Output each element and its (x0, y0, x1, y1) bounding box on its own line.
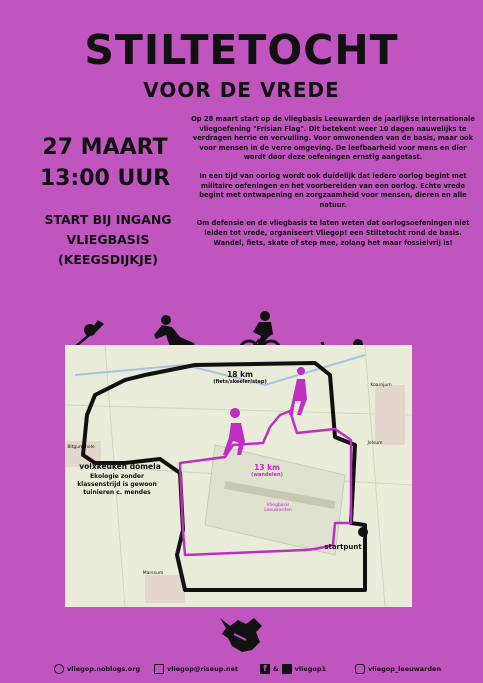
place-bitgummole: Bitgummole (67, 445, 95, 450)
page-title: STILTETOCHT (84, 26, 399, 74)
footer-website[interactable]: vliegop.noblogs.org (54, 664, 140, 674)
annotation-body: Ekologie zonder klassenstrijd is gewoon tuinieren c. mendes (77, 473, 157, 496)
route-map (65, 345, 412, 607)
fist-logo-icon (216, 612, 266, 656)
place-jelsum: Jelsum (367, 441, 383, 446)
start-location (30, 210, 186, 270)
event-date-block (30, 132, 180, 194)
start-line-2: VLIEGBASIS (66, 232, 150, 247)
route-long-label: 18 km (fiets/skeeler/step) (213, 370, 267, 385)
start-line-3: (KEEGSDIJKJE) (57, 252, 158, 267)
event-time: 13:00 UUR (39, 166, 171, 191)
start-point-marker (358, 527, 368, 537)
event-date: 27 MAART (42, 135, 168, 160)
base-label: Vliegbasis Leeuwarden (264, 503, 292, 513)
route-short-label: 13 km (wandelen) (251, 463, 283, 478)
footer-instagram[interactable]: vliegop_leeuwarden (355, 664, 441, 674)
globe-icon (54, 664, 64, 674)
body-text (188, 115, 478, 257)
instagram-icon (355, 664, 365, 674)
paragraph-3: Om defensie en de vliegbasis te laten weten dat oorlogsoefeningen niet leiden tot vrede, organiseert Vliegop! een Stiltetocht rond de basis. Wandel, fiets, skate of step mee, zolang het maar fossielvrij is! (196, 219, 470, 247)
mail-icon (154, 664, 164, 674)
paragraph-2: In een tijd van oorlog wordt ook duidelijk dat iedere oorlog begint met militaire oefeningen en het voorbereiden van een oorlog. Echte vrede begint met ontwapening en zorgzaamheid voor mensen, dieren en alle natuur. (199, 171, 467, 209)
paragraph-1: Op 28 maart start op de vliegbasis Leeuwarden de jaarlijkse internationale vliegoefening "Frisian Flag". Dit betekent weer 10 dagen nauwelijks te verdragen herrie en vervuiling. Voor omwonenden van de basis, maar ook voor mensen in de verre omgeving. De leefbaarheid voor mens en dier wordt door deze oefeningen ernstig aangetast. (191, 115, 475, 162)
annotation-title: volxkeuken domela (79, 462, 161, 471)
start-label: startpunt (324, 543, 362, 551)
page-subtitle: VOOR DE VREDE (143, 78, 340, 102)
place-koarnjum: Koarnjum (370, 383, 392, 388)
twitter-icon (282, 664, 292, 674)
footer (0, 662, 483, 678)
footer-email[interactable]: vliegop@riseup.net (154, 664, 238, 674)
place-marssum: Marssum (142, 571, 164, 576)
footer-social[interactable]: f & vliegop1 (260, 664, 326, 674)
start-line-1: START BIJ INGANG (44, 212, 172, 227)
facebook-icon: f (260, 664, 270, 674)
